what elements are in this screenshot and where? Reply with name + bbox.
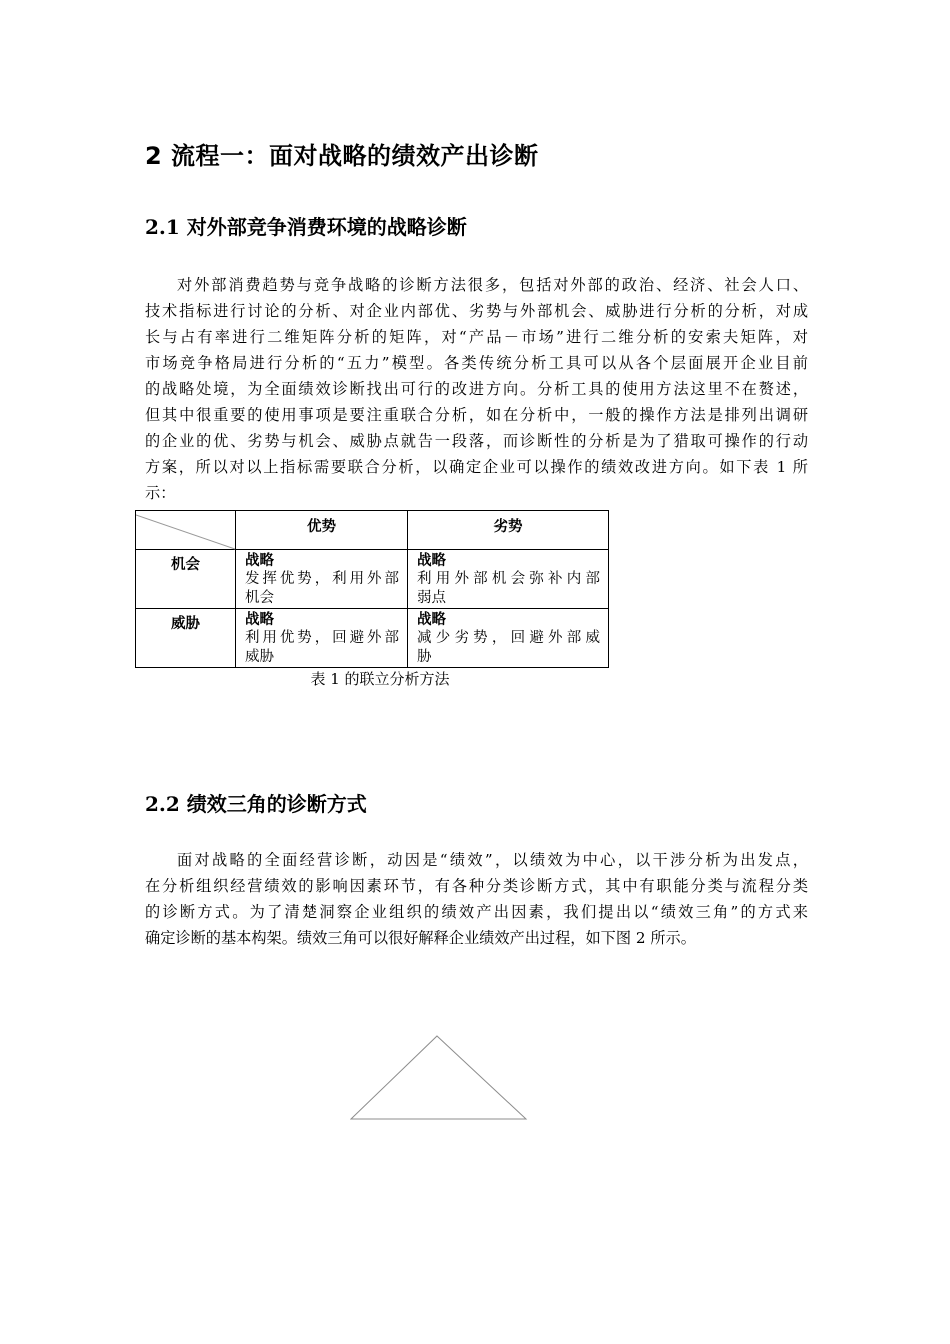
section-2-2-paragraph [145,847,808,951]
cell-title: 战略 [245,611,274,628]
table-row [136,550,609,609]
row-header-threats: 威胁 [136,609,236,668]
cell-text: 利用外部机会弥补内部 [417,571,600,587]
paragraph-line: 的企业的优、劣势与机会、威胁点就告一段落，而诊断性的分析是为了猎取可操作的行动 [145,432,808,450]
paragraph-line: 技术指标进行讨论的分析、对企业内部优、劣势与外部机会、威胁进行分析的分析，对成 [145,302,808,320]
performance-triangle-figure [350,1035,528,1121]
table-cell-wt [408,609,609,668]
paragraph-line: 确定诊断的基本构架。绩效三角可以很好解释企业绩效产出过程，如下图 2 所示。 [145,929,696,947]
diagonal-line [136,511,235,550]
cell-title: 战略 [417,611,446,628]
triangle-shape [351,1036,526,1119]
paragraph-line: 的战略处境，为全面绩效诊断找出可行的改进方向。分析工具的使用方法这里不在赘述， [145,380,808,398]
table-cell-st [236,609,408,668]
cell-text: 机会 [245,590,274,606]
table-cell-wo [408,550,609,609]
cell-text: 利用优势，回避外部 [245,630,399,646]
cell-text: 减少劣势，回避外部威 [417,630,600,646]
cell-text: 弱点 [417,590,446,606]
paragraph-line: 在分析组织经营绩效的影响因素环节，有各种分类诊断方式，其中有职能分类与流程分类 [145,877,808,895]
paragraph-line: 长与占有率进行二维矩阵分析的矩阵，对“产品－市场”进行二维分析的安索夫矩阵，对 [145,328,808,346]
paragraph-line: 的诊断方式。为了清楚洞察企业组织的绩效产出因素，我们提出以“绩效三角”的方式来 [145,903,808,921]
paragraph-line: 但其中很重要的使用事项是要注重联合分析，如在分析中，一般的操作方法是排列出调研 [145,406,808,424]
table-row [136,609,609,668]
section-2-1-paragraph [145,272,808,506]
table-corner-cell [136,511,236,550]
table-caption: 表 1 的联立分析方法 [310,670,450,688]
table-header-row [136,511,609,550]
cell-text: 威胁 [245,649,274,665]
swot-table [135,510,609,668]
paragraph-line: 面对战略的全面经营诊断，动因是“绩效”，以绩效为中心，以干涉分析为出发点， [177,851,808,869]
column-header-weaknesses: 劣势 [408,511,609,550]
paragraph-line: 对外部消费趋势与竞争战略的诊断方法很多，包括对外部的政治、经济、社会人口、 [177,276,808,294]
section-2-1-heading: 2.1 对外部竞争消费环境的战略诊断 [145,215,467,239]
section-2-2-heading: 2.2 绩效三角的诊断方式 [145,792,367,816]
paragraph-line: 市场竞争格局进行分析的“五力”模型。各类传统分析工具可以从各个层面展开企业目前 [145,354,808,372]
table-cell-so [236,550,408,609]
cell-title: 战略 [245,552,274,569]
paragraph-line: 示： [145,484,176,502]
row-header-opportunities: 机会 [136,550,236,609]
cell-text: 胁 [417,649,432,665]
column-header-strengths: 优势 [236,511,408,550]
chapter-heading: 2 流程一：面对战略的绩效产出诊断 [145,142,539,170]
paragraph-line: 方案，所以对以上指标需要联合分析，以确定企业可以操作的绩效改进方向。如下表 1 所 [145,458,808,476]
cell-text: 发挥优势，利用外部 [245,571,399,587]
cell-title: 战略 [417,552,446,569]
